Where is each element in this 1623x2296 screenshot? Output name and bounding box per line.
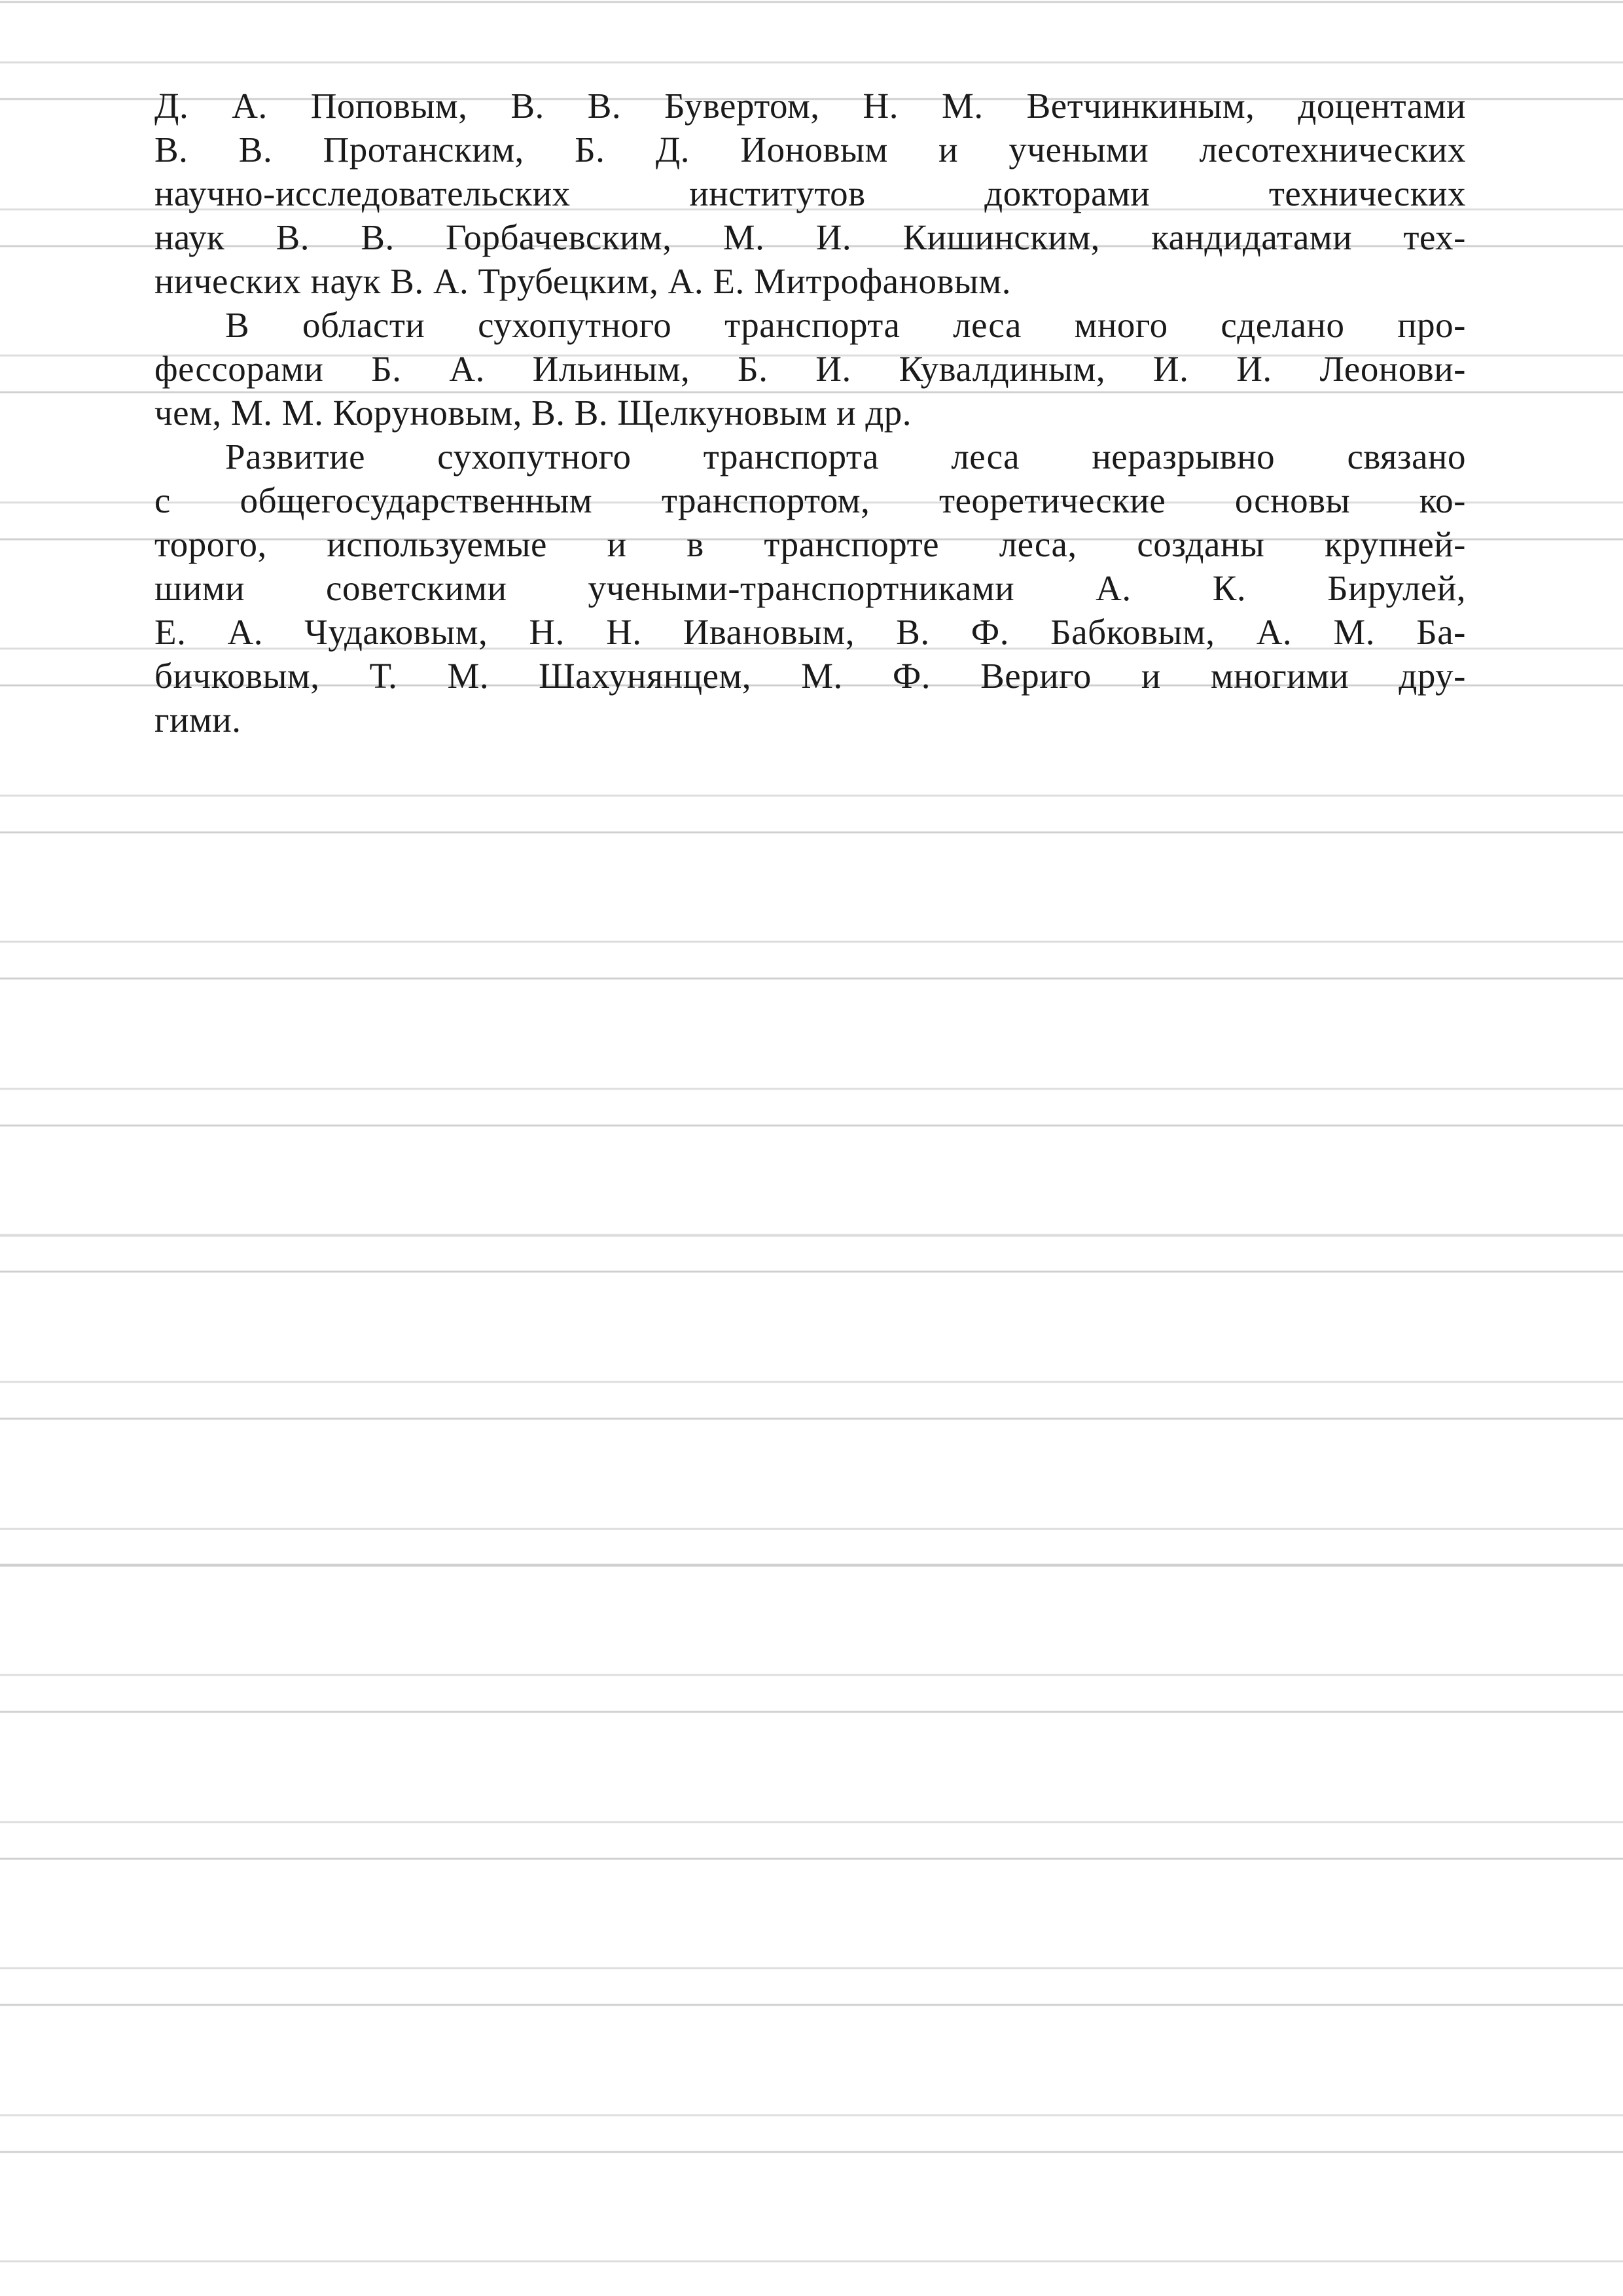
text-line: чем, М. М. Коруновым, В. В. Щелкуновым и др. bbox=[154, 393, 912, 433]
text-line: В области сухопутного транспорта леса много сделано про- bbox=[225, 305, 1466, 345]
text-line: шими советскими учеными-транспортниками А. К. Бирулей, bbox=[154, 568, 1466, 608]
text-line: фессорами Б. А. Ильиным, Б. И. Кувалдиным, И. И. Леонови- bbox=[154, 349, 1466, 389]
text-line: нических наук В. А. Трубецким, А. Е. Митрофановым. bbox=[154, 261, 1011, 301]
text-line: гими. bbox=[154, 700, 241, 740]
text-line: В. В. Протанским, Б. Д. Ионовым и учеными лесотехнических bbox=[154, 130, 1466, 170]
text-line: научно-исследовательских институтов докторами технических bbox=[154, 173, 1466, 213]
text-line: бичковым, Т. М. Шахунянцем, М. Ф. Вериго и многими дру- bbox=[154, 656, 1466, 696]
text-line: торого, используемые и в транспорте леса, созданы крупней- bbox=[154, 524, 1466, 564]
body-text bbox=[154, 84, 1466, 742]
text-line: Д. А. Поповым, В. В. Бувертом, Н. М. Ветчинкиным, доцентами bbox=[154, 86, 1466, 126]
text-line: наук В. В. Горбачевским, М. И. Кишинским, кандидатами тех- bbox=[154, 217, 1466, 257]
text-line: Развитие сухопутного транспорта леса неразрывно связано bbox=[225, 437, 1466, 476]
text-line: с общегосударственным транспортом, теоретические основы ко- bbox=[154, 480, 1466, 520]
text-line: Е. А. Чудаковым, Н. Н. Ивановым, В. Ф. Бабковым, А. М. Ба- bbox=[154, 612, 1466, 652]
